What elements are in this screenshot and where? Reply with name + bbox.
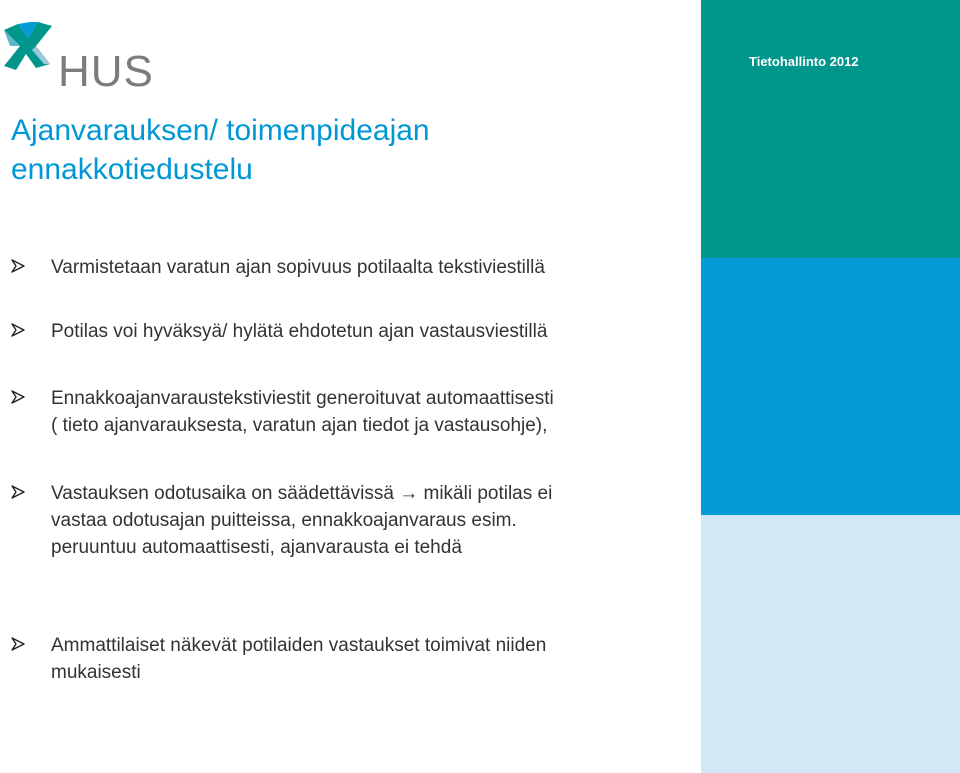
bullet-text: Varmistetaan varatun ajan sopivuus potilaalta tekstiviestillä [51, 257, 545, 278]
slide-title-line-1: Ajanvarauksen/ toimenpideajan [11, 114, 430, 147]
arrowhead-bullet-icon [10, 322, 30, 340]
org-label: Tietohallinto 2012 [749, 54, 859, 69]
bullet-text: Ammattilaiset näkevät potilaiden vastaukset toimivat niiden mukaisesti [51, 635, 547, 683]
arrowhead-bullet-icon [10, 636, 30, 654]
arrowhead-bullet-icon [10, 484, 30, 502]
bullet-text: Vastauksen odotusaika on säädettävissä → mikäli potilas ei vastaa odotusajan puitteissa, ennakkoajanvaraus esim. peruuntuu automaattisesti, ajanvarausta ei tehdä [51, 483, 553, 558]
decorative-sidebar [701, 0, 960, 773]
slide-title-line-2: ennakkotiedustelu [11, 153, 253, 186]
sidebar-band-lightblue [701, 515, 960, 773]
bullet-text: Potilas voi hyväksyä/ hylätä ehdotetun ajan vastausviestillä [51, 321, 548, 342]
sidebar-band-teal [701, 0, 960, 258]
sidebar-band-blue [701, 258, 960, 515]
arrowhead-bullet-icon [10, 389, 30, 407]
logo-wordmark: HUS [58, 47, 154, 96]
arrowhead-bullet-icon [10, 258, 30, 276]
bullet-text: Ennakkoajanvaraustekstiviestit generoituvat automaattisesti ( tieto ajanvarauksesta, varatun ajan tiedot ja vastausohje), [51, 388, 554, 436]
